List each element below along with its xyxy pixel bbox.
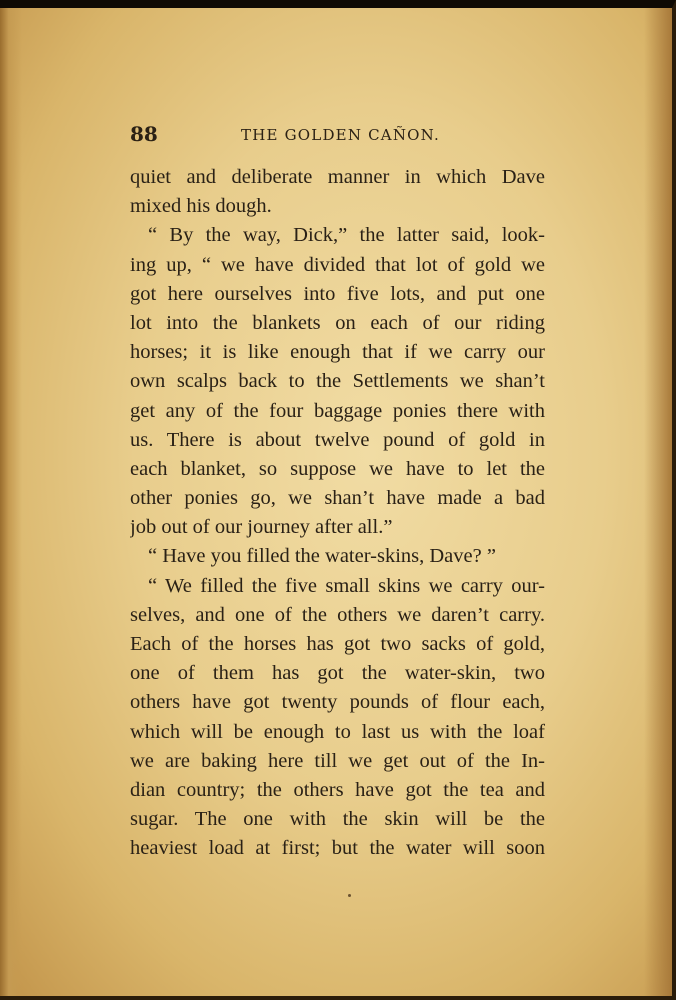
body-text	[130, 163, 545, 864]
text-line: “ Have you filled the water-skins, Dave? ”	[148, 545, 496, 568]
text-line: “ We filled the five small skins we carry our-	[148, 574, 545, 597]
text-line: dian country; the others have got the tea and	[130, 778, 545, 801]
text-line: ing up, “ we have divided that lot of gold we	[130, 253, 545, 276]
running-head: THE GOLDEN CAÑON.	[241, 126, 440, 144]
text-line: other ponies go, we shan’t have made a bad	[130, 487, 545, 510]
text-line: selves, and one of the others we daren’t carry.	[130, 603, 545, 626]
text-line: got here ourselves into five lots, and put one	[130, 282, 545, 305]
text-line: horses; it is like enough that if we carry our	[130, 341, 545, 364]
text-line: get any of the four baggage ponies there with	[130, 399, 545, 422]
text-line: each blanket, so suppose we have to let the	[130, 457, 545, 480]
text-line: Each of the horses has got two sacks of gold,	[130, 633, 545, 655]
text-line: heaviest load at first; but the water will soon	[130, 837, 545, 860]
text-line: lot into the blankets on each of our riding	[130, 311, 545, 334]
text-line: quiet and deliberate manner in which Dave	[130, 166, 545, 188]
text-line: job out of our journey after all.”	[130, 516, 393, 539]
ink-speck	[348, 894, 351, 897]
page-number: 88	[130, 122, 158, 146]
text-line: us. There is about twelve pound of gold in	[130, 428, 545, 451]
text-line: we are baking here till we get out of the In-	[130, 749, 545, 772]
text-line: one of them has got the water-skin, two	[130, 662, 545, 685]
text-line: others have got twenty pounds of flour each,	[130, 691, 545, 714]
text-line: “ By the way, Dick,” the latter said, look-	[148, 224, 545, 247]
text-line: which will be enough to last us with the loaf	[130, 720, 545, 743]
text-line: sugar. The one with the skin will be the	[130, 808, 545, 831]
text-line: mixed his dough.	[130, 195, 272, 218]
text-line: own scalps back to the Settlements we shan’t	[130, 370, 545, 393]
page-header	[130, 122, 545, 152]
